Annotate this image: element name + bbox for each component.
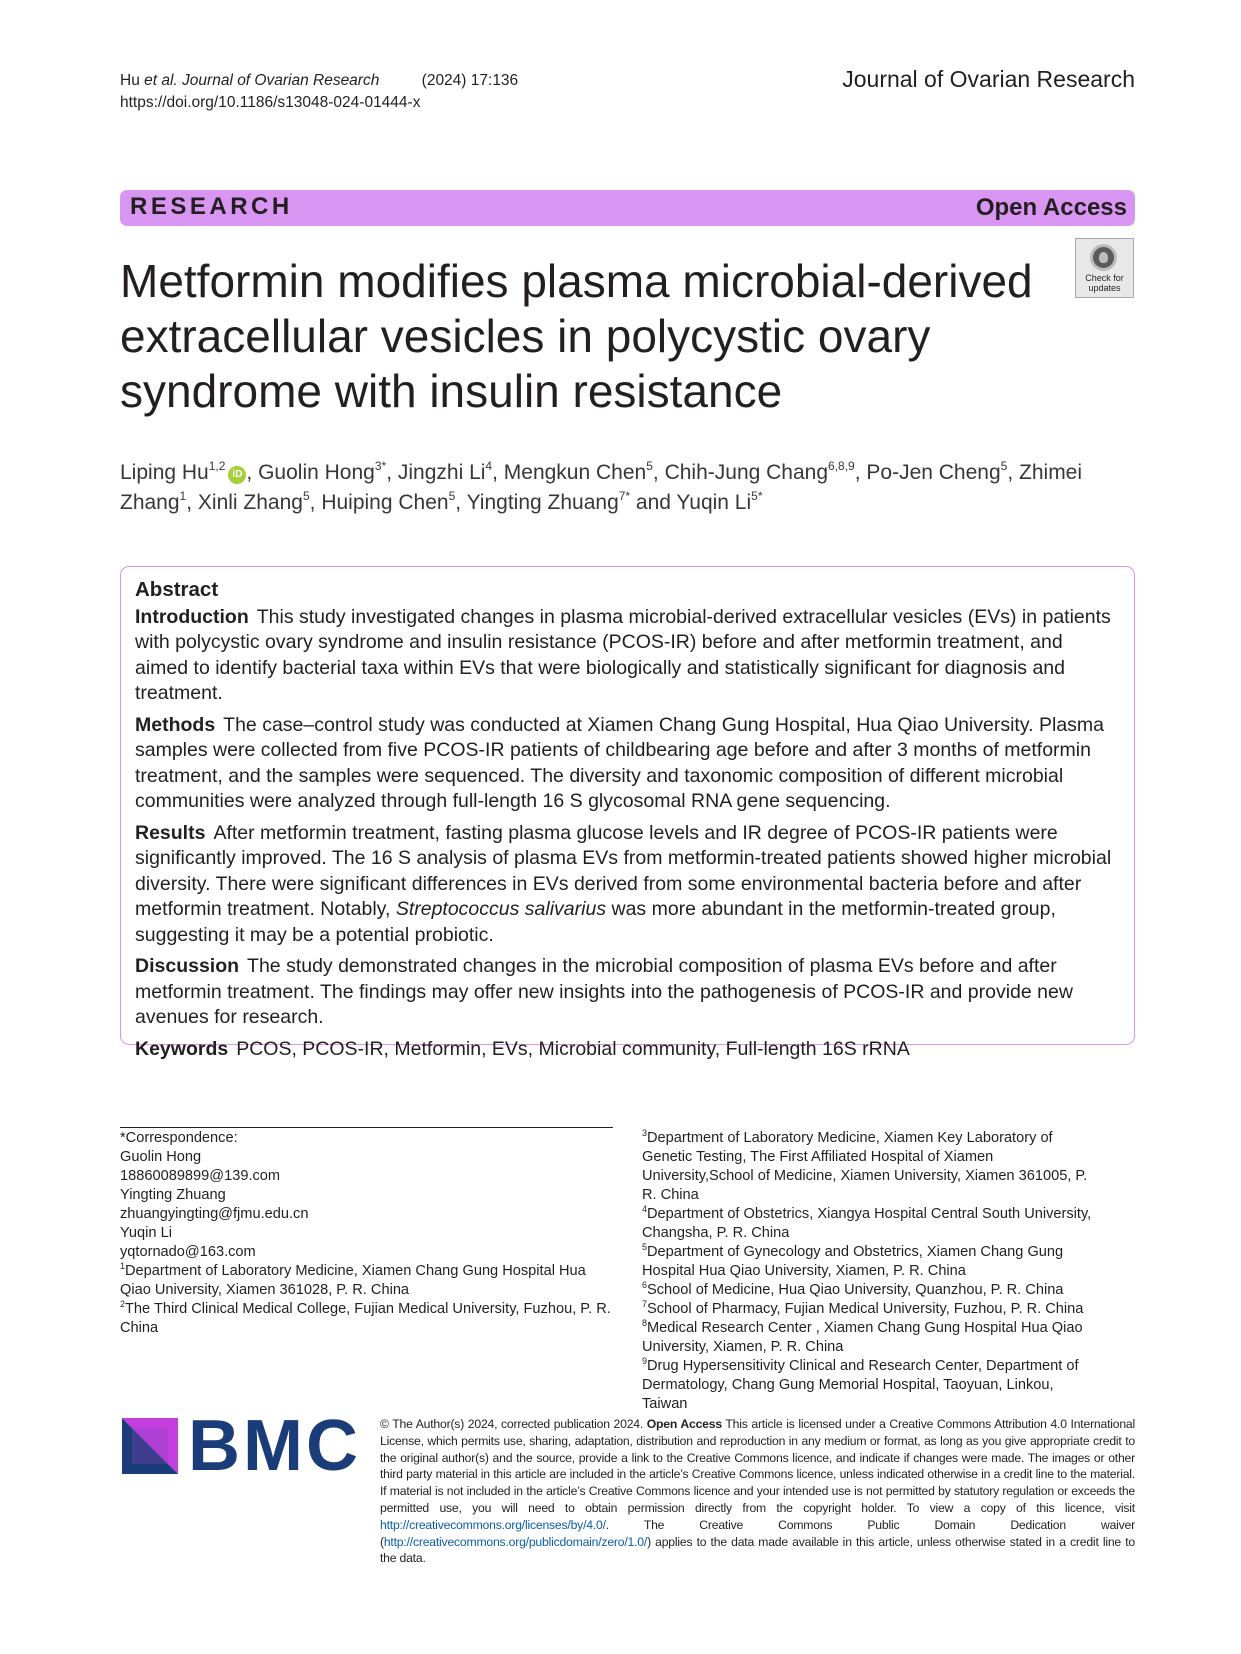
abstract-results: Results After metformin treatment, fasting plasma glucose levels and IR degree of PCOS-IR patients were significantly improved. The 16 S analysis of plasma EVs from metformin-treated patients showed higher microbial diversity. There were significant differences in EVs derived from some environmental bacteria before and after metformin treatment. Notably, Streptococcus salivarius was more abundant in the metformin-treated group, suggesting it may be a potential probiotic. — [135, 821, 1112, 946]
bmc-logo-icon — [122, 1418, 178, 1474]
affiliation: $^1$Department of Laboratory Medicine, Xiamen Chang Gung Hospital Hua Qiao University, Xiamen 361028, P. R. China — [120, 1261, 586, 1298]
license-text: © The Author(s) 2024, corrected publication 2024. Open Access This article is licensed under a Creative Commons Attribution 4.0 International License, which permits use, sharing, adaptation, distribution and reproduction in any medium or format, as long as you give appropriate credit to the original author(s) and the source, provide a link to the Creative Commons licence, and indicate if changes were made. The images or other third party material in this article are included in the article’s Creative Commons licence, unless indicated otherwise in a credit line to the material. If material is not included in the article’s Creative Commons licence and your intended use is not permitted by statutory regulation or exceeds the permitted use, you will need to obtain permission directly from the copyright holder. To view a copy of this licence, visit http://creativecommons.org/licenses/by/4.0/. The Creative Commons Public Domain Dedication waiver (http://creativecommons.org/publicdomain/zero/1.0/) applies to the data made available in this article, unless otherwise stated in a credit line to the data. — [380, 1417, 1136, 1566]
license-link[interactable]: http://creativecommons.org/licenses/by/4.0/ — [380, 1517, 606, 1532]
header-citation: (2024) 17:136 — [421, 72, 519, 89]
footnote-divider — [120, 1127, 613, 1128]
header-author: Hu — [120, 72, 145, 89]
affiliation: $^3$Department of Laboratory Medicine, Xiamen Key Laboratory of Genetic Testing, The First Affiliated Hospital of Xiamen University,School of Medicine, Xiamen University, Xiamen 361005, P. R. China — [642, 1128, 1088, 1203]
author[interactable]: Po-Jen Cheng$^5$ — [866, 459, 1008, 484]
corr-email[interactable]: yqtornado@163.com — [120, 1244, 256, 1260]
abstract-keywords: Keywords PCOS, PCOS-IR, Metformin, EVs, Microbial community, Full-length 16S rRNA — [135, 1037, 910, 1060]
orcid-icon[interactable]: iD — [228, 466, 246, 484]
corr-email[interactable]: zhuangyingting@fjmu.edu.cn — [120, 1206, 309, 1222]
affiliation: $^5$Department of Gynecology and Obstetrics, Xiamen Chang Gung Hospital Hua Qiao University, Xiamen, P. R. China — [642, 1242, 1064, 1279]
affiliation: $^9$Drug Hypersensitivity Clinical and Research Center, Department of Dermatology, Chang Gung Memorial Hospital, Taoyuan, Linkou, Taiwan — [642, 1356, 1079, 1412]
publicdomain-link[interactable]: http://creativecommons.org/publicdomain/zero/1.0/ — [383, 1534, 648, 1549]
doi-link[interactable]: https://doi.org/10.1186/s13048-024-01444-x — [120, 94, 421, 111]
author[interactable]: Xinli Zhang$^5$ — [197, 489, 310, 514]
bmc-logo-text: BMC — [188, 1406, 361, 1486]
bookmark-icon — [1090, 244, 1117, 271]
author[interactable]: Chih-Jung Chang$^{6,8,9}$ — [664, 459, 855, 484]
check-for-updates-badge[interactable] — [1075, 238, 1134, 298]
affiliation: $^2$The Third Clinical Medical College, Fujian Medical University, Fuzhou, P. R. China — [120, 1299, 611, 1336]
abstract-introduction: Introduction This study investigated changes in plasma microbial-derived extracellular vesicles (EVs) in patients with polycystic ovary syndrome and insulin resistance (PCOS-IR) before and after metformin treatment, and aimed to identify bacterial taxa within EVs that were biologically and statistically significant for diagnosis and treatment. — [135, 605, 1111, 704]
author[interactable]: Jingzhi Li$^4$ — [397, 459, 493, 484]
corr-name: Yuqin Li — [120, 1225, 172, 1241]
author[interactable]: Huiping Chen$^5$ — [321, 489, 456, 514]
author[interactable]: Zhimei Zhang$^1$ — [120, 461, 1083, 514]
affiliations-right — [642, 1129, 1102, 1414]
author[interactable]: Mengkun Chen$^5$ — [503, 459, 653, 484]
corr-name: Yingting Zhuang — [120, 1187, 226, 1203]
affiliation: $^8$Medical Research Center , Xiamen Chang Gung Hospital Hua Qiao University, Xiamen, P. R. China — [642, 1318, 1083, 1355]
header-journal: Journal of Ovarian Research — [182, 72, 380, 89]
section-banner — [120, 190, 1135, 226]
abstract-methods: Methods The case–control study was conducted at Xiamen Chang Gung Hospital, Hua Qiao University. Plasma samples were collected from five PCOS-IR patients of childbearing age before and after 3 months of metformin treatment, and the samples were sequenced. The diversity and taxonomic composition of different microbial communities were analyzed through full-length 16 S glycosomal RNA gene sequencing. — [135, 713, 1105, 812]
running-header — [120, 70, 518, 114]
header-et-al: et al. — [144, 72, 178, 89]
section-label: RESEARCH — [130, 193, 293, 220]
author[interactable]: Yuqin $Li^{5*}$ — [676, 489, 763, 514]
author[interactable]: Yingting Zhuang$^{7*}$ — [466, 489, 631, 514]
correspondence-block — [120, 1129, 620, 1338]
open-access-label: Open Access — [975, 194, 1127, 221]
abstract-box — [120, 566, 1135, 1060]
journal-name: Journal of Ovarian Research — [842, 66, 1135, 92]
corr-name: Guolin Hong — [120, 1149, 202, 1165]
abstract-heading: Abstract — [135, 578, 219, 601]
affiliation: $^7$School of Pharmacy, Fujian Medical University, Fuzhou, P. R. China — [642, 1299, 1084, 1317]
author[interactable]: Liping Hu$^{1,2}$iD — [120, 461, 246, 484]
correspondence-label: *Correspondence: — [120, 1130, 238, 1146]
article-title: Metformin modifies plasma microbial-derived extracellular vesicles in polycystic ovary syndrome with insulin resistance — [120, 255, 1033, 417]
affiliation: $^6$School of Medicine, Hua Qiao University, Quanzhou, P. R. China — [642, 1280, 1064, 1298]
badge-line1: Check for — [1085, 273, 1124, 283]
abstract-discussion: Discussion The study demonstrated changes in the microbial composition of plasma EVs before and after metformin treatment. The findings may offer new insights into the pathogenesis of PCOS-IR and provide new avenues for research. — [135, 955, 1073, 1028]
corr-email[interactable]: 18860089899@139.com — [120, 1168, 281, 1184]
citation-line — [120, 70, 518, 92]
badge-line2: updates — [1088, 283, 1121, 293]
author[interactable]: Guolin Hong$^{3*}$ — [258, 459, 387, 484]
author-list: Liping Hu$^{1,2}$iD , Guolin Hong$^{3*}$, Jingzhi Li$^4$, Mengkun Chen$^5$, Chih-Jung Chang$^{6,8,9}$, Po-Jen Cheng$^5$, Zhimei Zhang$^1$, Xinli Zhang$^5$, Huiping Chen$^5$, Yingting Zhuang$^{7*}$ and Yuqin $Li^{5*}$ — [120, 459, 1083, 514]
affiliation: $^4$Department of Obstetrics, Xiangya Hospital Central South University, Changsha, P. R. China — [642, 1204, 1092, 1241]
